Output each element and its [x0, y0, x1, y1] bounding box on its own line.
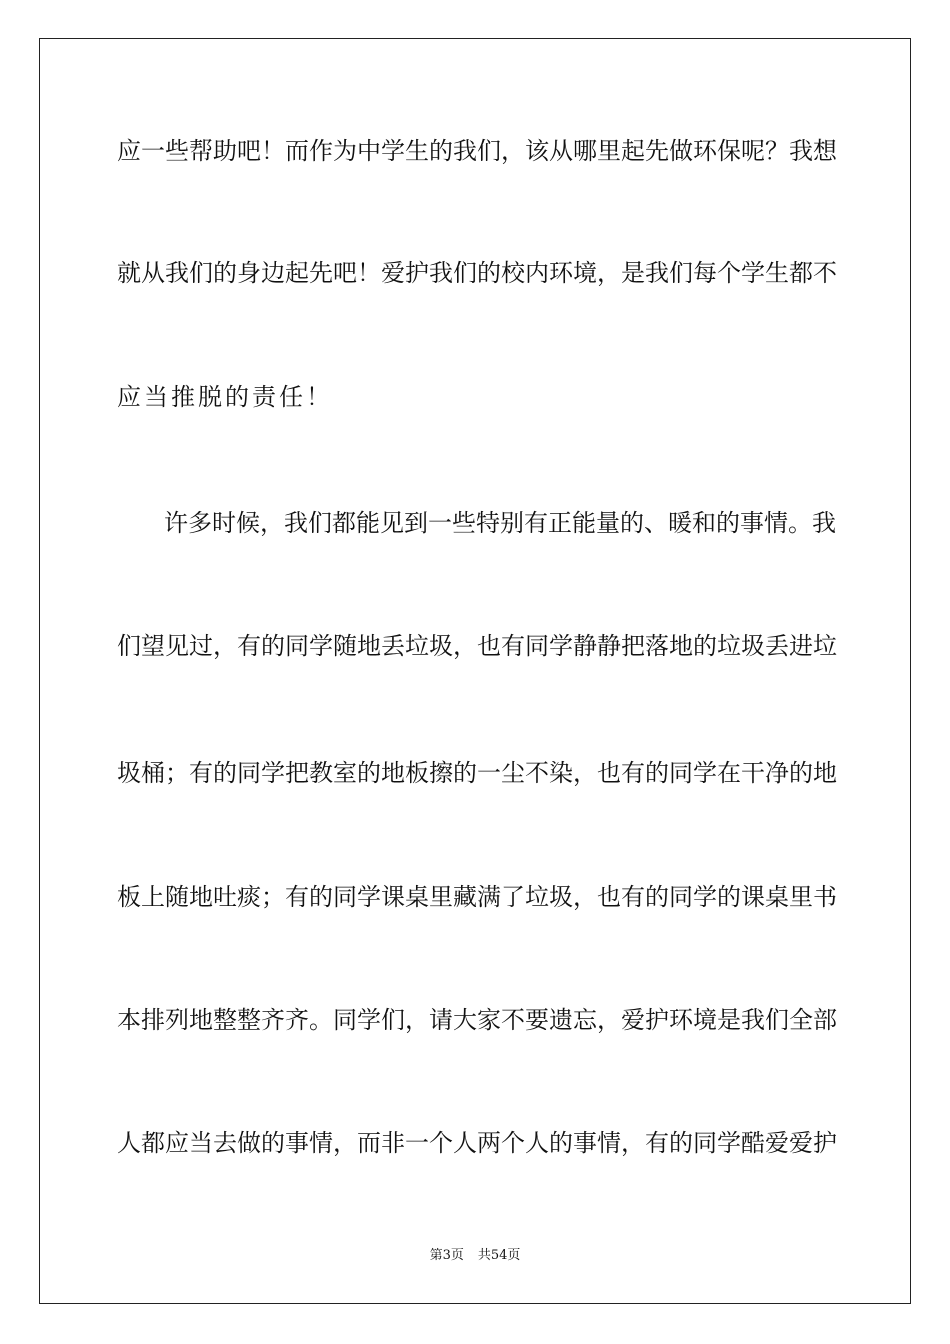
- body-text-line: 本排列地整整齐齐。同学们，请大家不要遗忘，爱护环境是我们全部: [117, 1006, 837, 1034]
- page-footer: [0, 1246, 950, 1266]
- body-text-line: 板上随地吐痰；有的同学课桌里藏满了垃圾，也有的同学的课桌里书: [117, 883, 837, 911]
- total-pages: 共54页: [477, 1248, 521, 1263]
- body-text-line: 应一些帮助吧！而作为中学生的我们，该从哪里起先做环保呢？我想: [117, 137, 837, 165]
- body-text-line: 就从我们的身边起先吧！爱护我们的校内环境，是我们每个学生都不: [117, 259, 837, 287]
- body-text-line: 们望见过，有的同学随地丢垃圾，也有同学静静把落地的垃圾丢进垃: [117, 632, 837, 660]
- page-border: [39, 38, 911, 1304]
- body-text-line: 圾桶；有的同学把教室的地板擦的一尘不染，也有的同学在干净的地: [117, 759, 837, 787]
- body-text-line: 许多时候，我们都能见到一些特别有正能量的、暖和的事情。我: [164, 509, 836, 537]
- body-text-line: 人都应当去做的事情，而非一个人两个人的事情，有的同学酷爱爱护: [117, 1129, 837, 1157]
- page-number: 第3页: [429, 1248, 464, 1263]
- body-text-line: 应当推脱的责任！: [117, 383, 333, 411]
